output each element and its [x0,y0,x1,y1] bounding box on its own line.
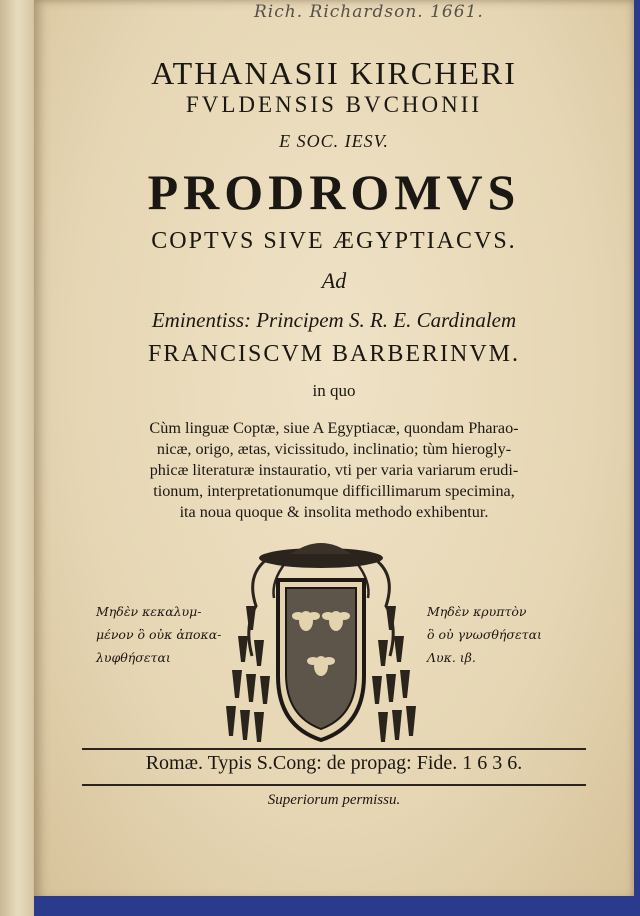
greek-line: ὃ οὐ γνωσθήσεται [427,627,542,642]
author-society: E SOC. IESV. [279,131,389,151]
greek-line: λυφθήσεται [96,650,171,665]
dedicatee-name: FRANCISCVM BARBERINVM. [147,341,521,367]
cardinal-coat-of-arms-icon [216,536,426,751]
description-line: Cùm linguæ Coptæ, siue A Egyptiacæ, quondam Pharao- [149,419,519,437]
author-name: ATHANASII KIRCHERI [151,55,517,91]
description-paragraph [84,418,584,523]
greek-line: μένον ὃ οὐκ ἀποκα- [96,627,222,642]
description-line: tionum, interpretationumque difficillimarum specimina, [153,482,515,500]
greek-quote-left [96,600,221,669]
description-line: nicæ, origo, ætas, vicissitudo, inclinatio; tùm hierogly- [156,440,512,458]
subtitle: COPTVS SIVE ÆGYPTIACVS. [151,228,517,254]
dedication-line: Eminentiss: Principem S. R. E. Cardinalem [151,308,517,332]
author-origin: FVLDENSIS BVCHONII [185,92,483,117]
imprint-line: Romæ. Typis S.Cong: de propag: Fide. 1 6 3 6. [145,752,523,774]
permission-note: Superiorum permissu. [267,792,401,808]
description-line: ita noua quoque & insolita methodo exhibentur. [179,503,489,521]
ownership-signature: Rich. Richardson. 1661. [254,2,484,22]
main-title: PRODROMVS [147,164,521,220]
greek-line: Μηδὲν κεκαλυμ- [96,604,202,619]
background-surface [34,896,634,916]
greek-quote-right [427,600,542,669]
dedication-ad: Ad [321,268,347,293]
greek-line: Λυκ. ιβ. [427,650,476,665]
imprint-bottom-rule [82,784,586,786]
description-line: phicæ literaturæ instauratio, vti per varia variarum erudi- [149,461,519,479]
title-page [34,0,634,900]
greek-line: Μηδὲν κρυπτὸν [427,604,527,619]
imprint-top-rule [82,748,586,750]
in-quo: in quo [312,381,356,400]
